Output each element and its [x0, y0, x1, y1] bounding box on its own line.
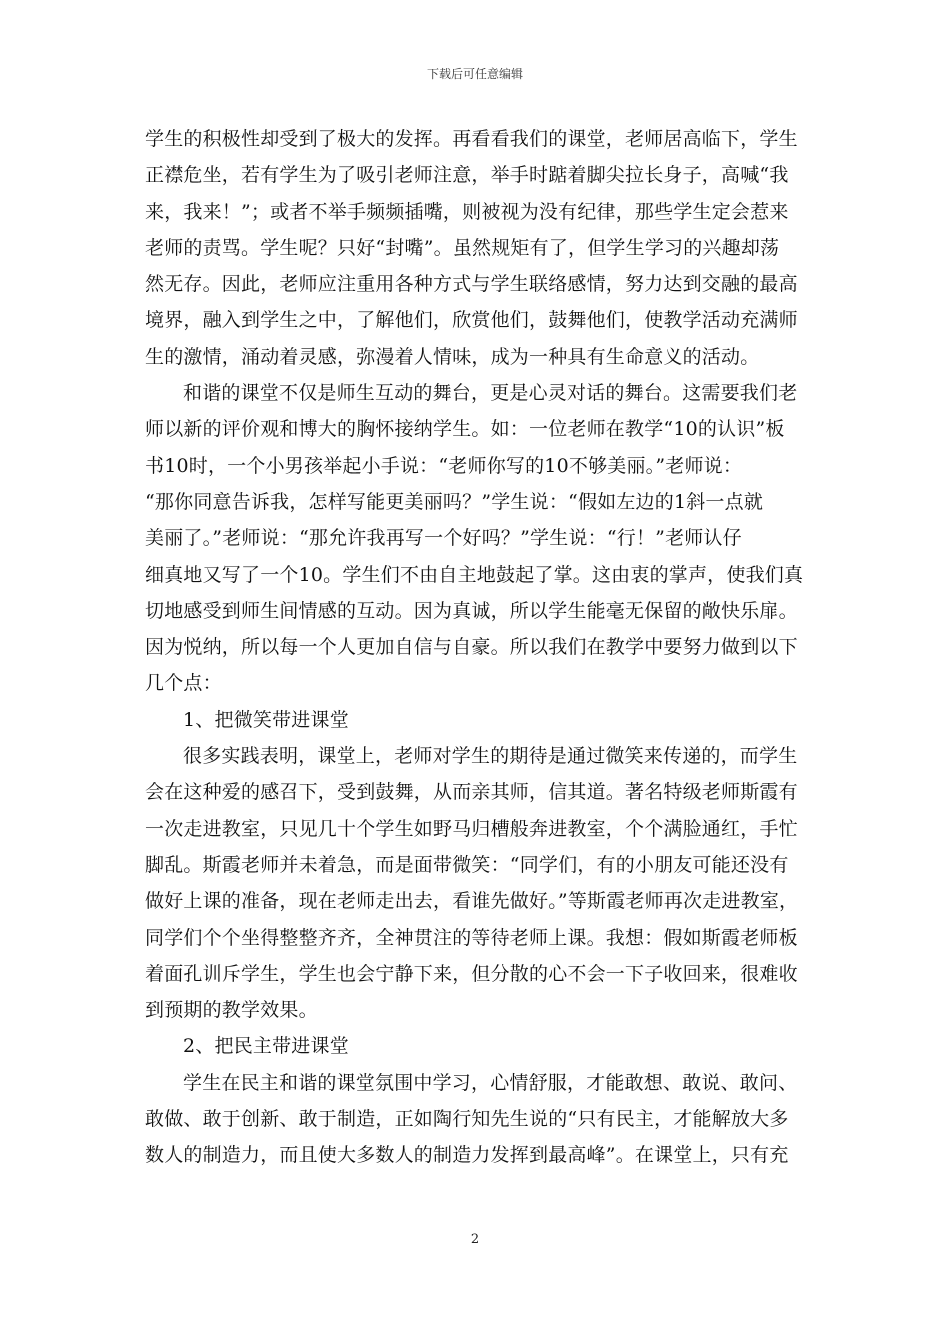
section-heading-smile	[145, 702, 810, 738]
text-line: 生的激情，涌动着灵感，弥漫着人情味，成为一种具有生命意义的活动。	[145, 345, 760, 368]
paragraph-democracy	[145, 1065, 810, 1174]
text-line: 境界，融入到学生之中，了解他们，欣赏他们，鼓舞他们，使教学活动充满师	[145, 309, 798, 332]
text-line: 学生在民主和谐的课堂氛围中学习，心情舒服，才能敢想、敢说、敢问、	[183, 1071, 798, 1094]
text-line: 老师的责骂。学生呢？只好“封嘴”。虽然规矩有了，但学生学习的兴趣却荡	[145, 236, 780, 259]
text-line: 很多实践表明，课堂上，老师对学生的期待是通过微笑来传递的，而学生	[183, 745, 798, 768]
text-line: “那你同意告诉我，怎样写能更美丽吗？”学生说：“假如左边的1斜一点就	[145, 490, 764, 513]
paragraph-harmonious-classroom	[145, 375, 810, 702]
document-body	[145, 121, 810, 1174]
text-line: 和谐的课堂不仅是师生互动的舞台，更是心灵对话的舞台。这需要我们老	[183, 382, 798, 405]
text-line: 同学们个个坐得整整齐齐，全神贯注的等待老师上课。我想：假如斯霞老师板	[145, 926, 798, 949]
page-number: 2	[470, 1232, 480, 1247]
text-line: 然无存。因此，老师应注重用各种方式与学生联络感情，努力达到交融的最高	[145, 273, 798, 296]
text-line: 会在这种爱的感召下，受到鼓舞，从而亲其师，信其道。著名特级老师斯霞有	[145, 781, 798, 804]
text-line: 着面孔训斥学生，学生也会宁静下来，但分散的心不会一下子收回来，很难收	[145, 962, 798, 985]
text-line: 做好上课的准备，现在老师走出去，看谁先做好。”等斯霞老师再次走进教室，	[145, 890, 799, 913]
text-line: 师以新的评价观和博大的胸怀接纳学生。如：一位老师在教学“10的认识”板	[145, 418, 785, 441]
text-line: 因为悦纳，所以每一个人更加自信与自豪。所以我们在教学中要努力做到以下	[145, 636, 798, 659]
text-line: 一次走进教室，只见几十个学生如野马归槽般奔进教室，个个满脸通红，手忙	[145, 817, 798, 840]
text-line: 书10时，一个小男孩举起小手说：“老师你写的10不够美丽。”老师说：	[145, 454, 743, 477]
page-header: 下载后可任意编辑	[426, 67, 523, 81]
heading-line: 2、把民主带进课堂	[183, 1035, 349, 1058]
paragraph-classroom-atmosphere	[145, 121, 810, 375]
text-line: 数人的制造力，而且使大多数人的制造力发挥到最高峰”。在课堂上，只有充	[145, 1144, 789, 1167]
text-line: 敢做、敢于创新、敢于制造，正如陶行知先生说的“只有民主，才能解放大多	[145, 1108, 789, 1131]
text-line: 到预期的教学效果。	[145, 999, 318, 1022]
section-heading-democracy	[145, 1028, 810, 1064]
text-line: 几个点：	[145, 672, 222, 695]
heading-line: 1、把微笑带进课堂	[183, 708, 349, 731]
text-line: 正襟危坐，若有学生为了吸引老师注意，举手时踮着脚尖拉长身子，高喊“我	[145, 164, 789, 187]
paragraph-smile	[145, 738, 810, 1028]
text-line: 学生的积极性却受到了极大的发挥。再看看我们的课堂，老师居高临下，学生	[145, 128, 798, 150]
text-line: 脚乱。斯霞老师并未着急，而是面带微笑：“同学们，有的小朋友可能还没有	[145, 853, 789, 876]
text-line: 细真地又写了一个10。学生们不由自主地鼓起了掌。这由衷的掌声，使我们真	[145, 563, 804, 586]
text-line: 来，我来！”；或者不举手频频插嘴，则被视为没有纪律，那些学生定会惹来	[145, 200, 789, 223]
text-line: 美丽了。”老师说：“那允许我再写一个好吗？”学生说：“行！”老师认仔	[145, 527, 742, 550]
text-line: 切地感受到师生间情感的互动。因为真诚，所以学生能毫无保留的敞快乐扉。	[145, 599, 798, 622]
